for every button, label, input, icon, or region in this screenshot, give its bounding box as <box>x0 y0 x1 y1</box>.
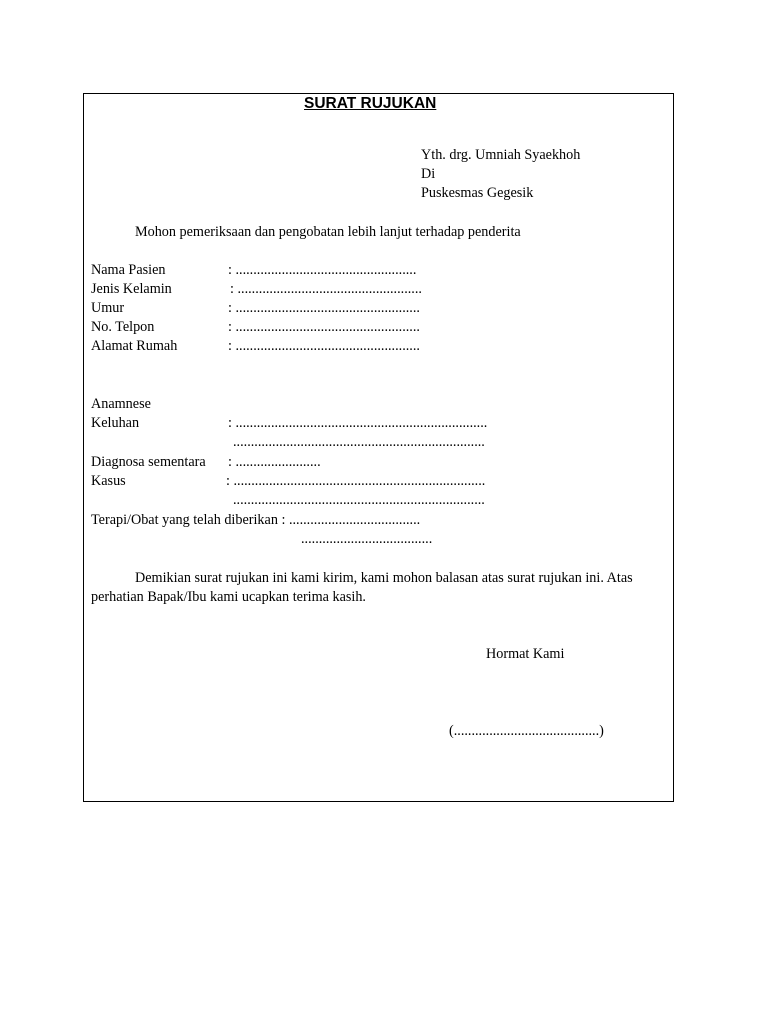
nama-label: Nama Pasien <box>91 262 166 278</box>
alamat-label: Alamat Rumah <box>91 338 178 354</box>
letter-title: SURAT RUJUKAN <box>304 95 437 112</box>
keluhan-value-1: : ....................................................................... <box>228 415 488 431</box>
recipient-di: Di <box>421 166 436 182</box>
kasus-label: Kasus <box>91 473 126 489</box>
jenis-kelamin-value: : .................................................... <box>230 281 422 297</box>
hormat-kami: Hormat Kami <box>486 646 565 662</box>
signature-placeholder: (.........................................) <box>449 723 604 739</box>
kasus-value-1: : ....................................................................... <box>226 473 486 489</box>
telpon-value: : .................................................... <box>228 319 420 335</box>
diagnosa-label: Diagnosa sementara <box>91 454 206 470</box>
kasus-value-2: ....................................................................... <box>233 492 485 508</box>
recipient-place: Puskesmas Gegesik <box>421 185 534 201</box>
keluhan-value-2: ....................................................................... <box>233 434 485 450</box>
diagnosa-value: : ........................ <box>228 454 321 470</box>
umur-value: : .................................................... <box>228 300 420 316</box>
umur-label: Umur <box>91 300 125 316</box>
anamnese-label: Anamnese <box>91 396 151 412</box>
intro-text: Mohon pemeriksaan dan pengobatan lebih lanjut terhadap penderita <box>135 224 521 240</box>
terapi-line-2: ..................................... <box>301 531 433 547</box>
recipient-name: Yth. drg. Umniah Syaekhoh <box>421 147 581 163</box>
nama-value: : ................................................... <box>228 262 417 278</box>
closing-line-1: Demikian surat rujukan ini kami kirim, kami mohon balasan atas surat rujukan ini. Atas <box>135 570 633 586</box>
keluhan-label: Keluhan <box>91 415 140 431</box>
jenis-kelamin-label: Jenis Kelamin <box>91 281 172 297</box>
alamat-value: : .................................................... <box>228 338 420 354</box>
telpon-label: No. Telpon <box>91 319 155 335</box>
closing-line-2: perhatian Bapak/Ibu kami ucapkan terima kasih. <box>91 589 366 605</box>
terapi-line-1: Terapi/Obat yang telah diberikan : ..................................... <box>91 512 421 528</box>
